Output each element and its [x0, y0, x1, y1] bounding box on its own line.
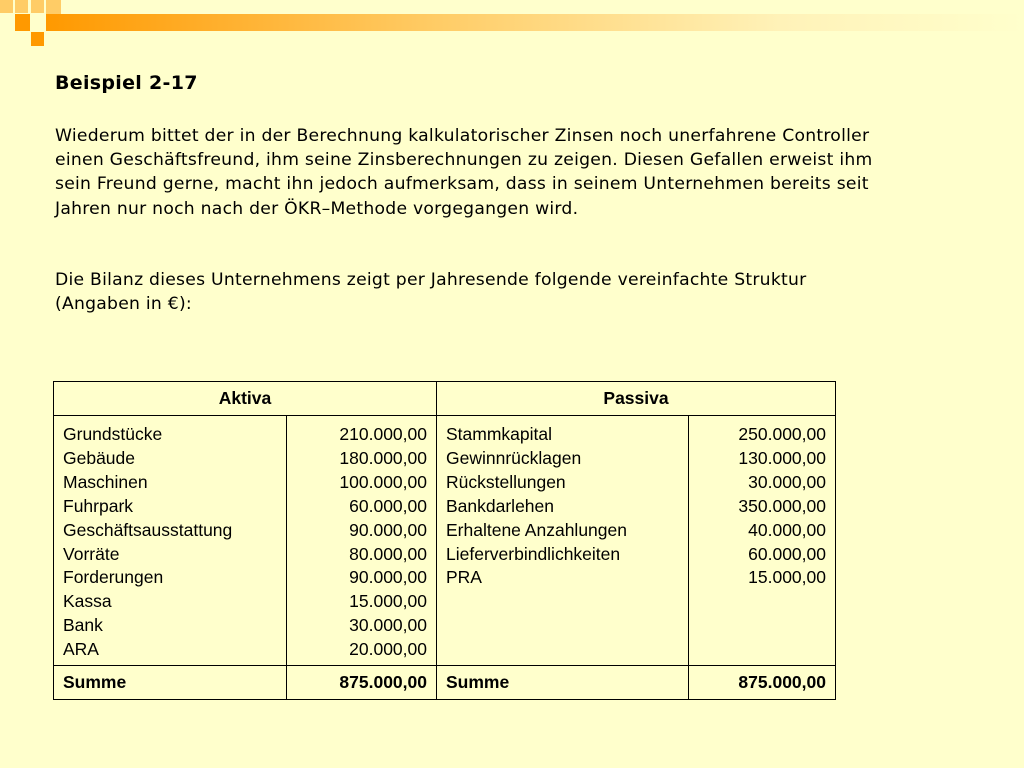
- decorative-square: [46, 0, 61, 14]
- aktiva-item-value: 90.000,00: [349, 567, 427, 588]
- header-gradient-bar: [46, 14, 1024, 31]
- aktiva-item-label: Maschinen: [63, 471, 148, 492]
- passiva-item-value: 350.000,00: [738, 495, 826, 516]
- aktiva-item-label: Bank: [63, 615, 103, 636]
- balance-sheet-table: [53, 381, 836, 700]
- passiva-sum-value: 875.000,00: [689, 666, 836, 700]
- aktiva-item-value: 60.000,00: [349, 495, 427, 516]
- passiva-item-value: 30.000,00: [748, 471, 826, 492]
- table-header-row: [54, 382, 836, 416]
- aktiva-item-value: 80.000,00: [349, 543, 427, 564]
- aktiva-item-value: 15.000,00: [349, 591, 427, 612]
- aktiva-labels-cell: [54, 416, 287, 666]
- aktiva-sum-value: 875.000,00: [287, 666, 437, 700]
- aktiva-item-label: Forderungen: [63, 567, 164, 588]
- passiva-item-label: Bankdarlehen: [446, 495, 554, 516]
- passiva-item-label: Gewinnrücklagen: [446, 447, 582, 468]
- intro-paragraph: Wiederum bittet der in der Berechnung kalkulatorischer Zinsen noch unerfahrene Controller einen Geschäftsfreund, ihm seine Zinsberechnungen zu zeigen. Diesen Gefallen erweist ihm sein Freund gerne, macht ihn jedoch aufmerksam, dass in seinem Unternehmen bereits seit Jahren nur noch nach der ÖKR–Methode vorgegangen wird.: [55, 126, 873, 219]
- aktiva-sum-label: Summe: [54, 666, 287, 700]
- table-body-row: [54, 416, 836, 666]
- decorative-square: [31, 0, 44, 13]
- decorative-square: [0, 0, 13, 13]
- aktiva-item-label: Geschäftsausstattung: [63, 519, 233, 540]
- slide-title: Beispiel 2-17: [55, 72, 198, 94]
- passiva-item-label: Rückstellungen: [446, 471, 566, 492]
- passiva-values-cell: [689, 416, 836, 666]
- aktiva-item-label: Kassa: [63, 591, 112, 612]
- aktiva-item-value: 30.000,00: [349, 615, 427, 636]
- passiva-item-value: 250.000,00: [738, 424, 826, 444]
- passiva-labels-cell: [437, 416, 689, 666]
- passiva-item-label: Erhaltene Anzahlungen: [446, 519, 627, 540]
- passiva-item-value: 15.000,00: [748, 567, 826, 588]
- sum-row: [54, 666, 836, 700]
- aktiva-item-value: 210.000,00: [339, 424, 427, 444]
- aktiva-values-cell: [287, 416, 437, 666]
- aktiva-item-label: Grundstücke: [63, 424, 163, 444]
- balance-description-paragraph: Die Bilanz dieses Unternehmens zeigt per Jahresende folgende vereinfachte Struktur (Angaben in €):: [55, 270, 807, 315]
- aktiva-item-label: Gebäude: [63, 447, 136, 468]
- decorative-square: [15, 14, 30, 31]
- passiva-item-value: 60.000,00: [748, 543, 826, 564]
- aktiva-item-label: Fuhrpark: [63, 495, 134, 516]
- aktiva-item-label: Vorräte: [63, 543, 120, 564]
- passiva-item-label: Stammkapital: [446, 424, 553, 444]
- aktiva-item-label: ARA: [63, 639, 99, 660]
- aktiva-item-value: 100.000,00: [339, 471, 427, 492]
- aktiva-item-value: 20.000,00: [349, 639, 427, 660]
- passiva-item-label: PRA: [446, 567, 482, 588]
- passiva-item-value: 130.000,00: [738, 447, 826, 468]
- passiva-item-label: Lieferverbindlichkeiten: [446, 543, 621, 564]
- aktiva-item-value: 90.000,00: [349, 519, 427, 540]
- aktiva-item-value: 180.000,00: [339, 447, 427, 468]
- passiva-sum-label: Summe: [437, 666, 689, 700]
- passiva-item-value: 40.000,00: [748, 519, 826, 540]
- decorative-square: [31, 32, 44, 46]
- passiva-header: Passiva: [437, 382, 836, 416]
- decorative-square: [15, 0, 28, 13]
- aktiva-header: Aktiva: [54, 382, 437, 416]
